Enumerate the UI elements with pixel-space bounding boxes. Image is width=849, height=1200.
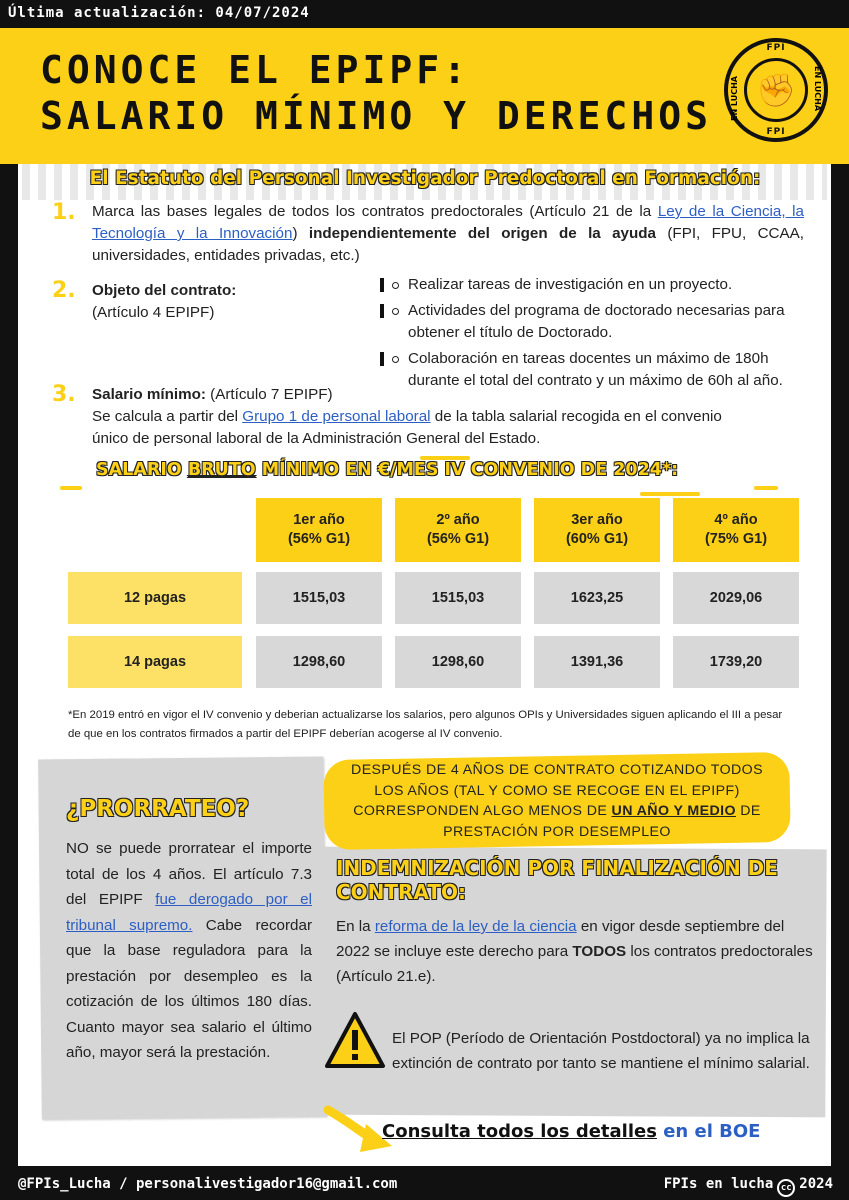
column-header-1: [256, 498, 382, 562]
salary-table-heading: [96, 460, 678, 480]
indemnizacion-text: [336, 914, 816, 989]
list-item: [378, 300, 808, 344]
page-title-line-2: SALARIO MÍNIMO Y DERECHOS: [40, 94, 712, 138]
decorative-dash: [640, 492, 700, 496]
header-band: [0, 28, 849, 164]
indem-mid: en vigor desde septiembre del 2022 se incluye este derecho para: [336, 918, 785, 960]
item-3-title: [92, 384, 333, 406]
bullet-text: Actividades del programa de doctorado necesarias para obtener el título de Doctorado.: [408, 302, 785, 341]
decorative-dash: [60, 486, 82, 490]
warning-icon: [324, 1010, 386, 1070]
item-3-number: 3.: [52, 382, 76, 407]
footer-brand-name: FPIs en lucha: [663, 1176, 774, 1192]
logo-text-right: EN LUCHA: [813, 66, 822, 112]
page-title-line-1: CONOCE EL EPIPF:: [40, 48, 471, 92]
salary-heading-pre: SALARIO: [96, 460, 188, 480]
column-pct: (56% G1): [287, 531, 351, 547]
indem-bold: TODOS: [572, 943, 627, 960]
logo-text-top: FPI: [766, 43, 786, 53]
column-pct: (75% G1): [704, 531, 768, 547]
tribunal-supremo-link[interactable]: fue derogado por el tribunal supremo.: [66, 891, 312, 934]
column-header-2: [395, 498, 521, 562]
list-item: [378, 274, 808, 296]
salary-cell: 1391,36: [534, 636, 660, 688]
column-year: 2º año: [436, 512, 480, 528]
callout-bold: UN AÑO Y MEDIO: [611, 803, 736, 819]
prorrateo-text: [66, 836, 312, 1066]
salary-cell: 1515,03: [256, 572, 382, 624]
prorrateo-text-post: Cabe recordar que la base reguladora para la prestación por desempleo es la cotización de los últimos 180 días. Cuanto mayor sea salario el último año, mayor será la prestación.: [66, 916, 312, 1061]
column-header-3: [534, 498, 660, 562]
bullet-text: Colaboración en tareas docentes un máximo de 180h durante el total del contrato y un máximo de 60h al año.: [408, 350, 783, 389]
column-pct: (56% G1): [426, 531, 490, 547]
consulta-boe: [382, 1121, 760, 1142]
item-3-title-bold: Salario mínimo:: [92, 386, 206, 403]
salary-cell: 1298,60: [256, 636, 382, 688]
salary-cell: 1515,03: [395, 572, 521, 624]
pop-text: El POP (Período de Orientación Postdoctoral) ya no implica la extinción de contrato por tanto se mantiene el mínimo salarial.: [392, 1030, 810, 1072]
boe-link[interactable]: en el BOE: [656, 1121, 761, 1142]
consulta-text: Consulta todos los detalles: [382, 1121, 657, 1142]
item-3-text-post: de la tabla salarial recogida en el convenio único de personal laboral de la Administración General del Estado.: [92, 408, 722, 447]
item-2-reference: (Artículo 4 EPIPF): [92, 304, 215, 321]
item-1-number: 1.: [52, 200, 76, 225]
footer-bar: [0, 1166, 849, 1200]
item-1-text-post: (FPI, FPU, CCAA, universidades, entidades privadas, etc.): [92, 225, 805, 264]
footer-contact: @FPIs_Lucha / personalivestigador16@gmail.com: [18, 1176, 398, 1192]
list-item: [378, 348, 808, 392]
footer-brand: [664, 1176, 833, 1197]
callout-post: DE PRESTACIÓN POR DESEMPLEO: [443, 803, 761, 840]
item-1-text-pre: Marca las bases legales de todos los contratos predoctorales (Artículo 21 de la: [92, 203, 658, 220]
decorative-dash: [754, 486, 778, 490]
indem-pre: En la: [336, 918, 375, 935]
item-2-bullet-list: [378, 274, 808, 396]
estatuto-heading: El Estatuto del Personal Investigador Predoctoral en Formación:: [89, 168, 761, 189]
fist-icon: ✊: [744, 58, 808, 122]
item-2-title: Objeto del contrato:: [92, 282, 237, 299]
footer-year: 2024: [799, 1176, 833, 1192]
logo-text-bottom: FPI: [766, 127, 786, 137]
column-pct: (60% G1): [565, 531, 629, 547]
desempleo-callout-text: [346, 760, 768, 842]
salary-cell: 1298,60: [395, 636, 521, 688]
prorrateo-text-pre: NO se puede prorratear el importe total de los 4 años. El artículo 7.3 del EPIPF: [66, 840, 312, 908]
item-3-text-pre: Se calcula a partir del: [92, 408, 243, 425]
callout-pre: DESPUÉS DE 4 AÑOS DE CONTRATO COTIZANDO TODOS LOS AÑOS (TAL Y COMO SE RECOGE EN EL EPIPF) CORRESPONDEN ALGO MENOS DE: [351, 762, 763, 819]
prorrateo-title: ¿PRORRATEO?: [66, 796, 250, 822]
reforma-ley-link[interactable]: reforma de la ley de la ciencia: [374, 918, 577, 935]
salary-heading-bruto: BRUTO: [187, 460, 256, 480]
creative-commons-icon: cc: [777, 1179, 795, 1197]
column-year: 1er año: [293, 512, 345, 528]
row-label-12-pagas: 12 pagas: [68, 572, 242, 624]
row-label-14-pagas: 14 pagas: [68, 636, 242, 688]
item-1-text-mid: ): [292, 225, 309, 242]
logo-text-left: EN LUCHA: [730, 76, 739, 122]
column-year: 3er año: [571, 512, 623, 528]
item-1-text-bold: independientemente del origen de la ayuda: [308, 225, 656, 242]
grupo-1-link[interactable]: Grupo 1 de personal laboral: [242, 408, 431, 425]
indemnizacion-title: INDEMNIZACIÓN POR FINALIZACIÓN DE CONTRATO:: [336, 856, 778, 904]
item-1-text: [92, 201, 804, 267]
ley-ciencia-link[interactable]: Ley de la Ciencia, la Tecnología y la Innovación: [92, 203, 804, 242]
last-updated: Última actualización: 04/07/2024: [8, 5, 310, 21]
item-2-number: 2.: [52, 278, 76, 303]
salary-cell: 1739,20: [673, 636, 799, 688]
salary-cell: 1623,25: [534, 572, 660, 624]
salary-cell: 2029,06: [673, 572, 799, 624]
item-3-reference: (Artículo 7 EPIPF): [205, 386, 333, 403]
fpi-logo: [724, 38, 828, 142]
salary-heading-post: MÍNIMO EN €/MES IV CONVENIO DE 2024*:: [255, 460, 679, 480]
item-3-text: [92, 406, 752, 450]
column-year: 4º año: [714, 512, 758, 528]
bullet-text: Realizar tareas de investigación en un proyecto.: [408, 276, 733, 293]
column-header-4: [673, 498, 799, 562]
indem-post: los contratos predoctorales (Artículo 21.e).: [336, 943, 813, 985]
salary-footnote: *En 2019 entró en vigor el IV convenio y deberian actualizarse los salarios, pero algunos OPIs y Universidades siguen aplicando el III a pesar de que en los contratos firmados a partir del EPIPF deberían acogerse al IV convenio.: [68, 709, 783, 740]
